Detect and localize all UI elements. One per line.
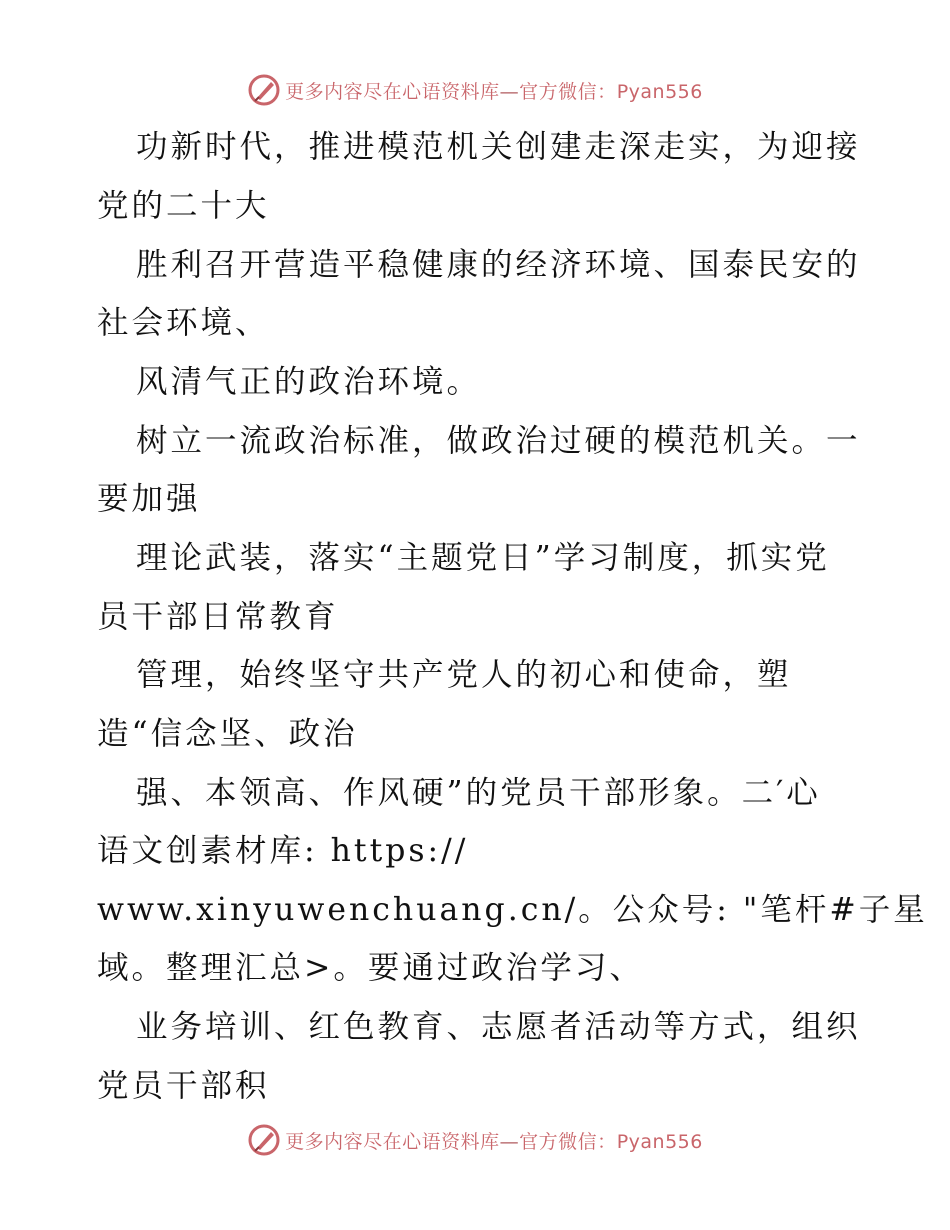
text-line: 理论武装，落实“主题党日”学习制度，抓实党 xyxy=(136,540,830,576)
text-line: 员干部日常教育 xyxy=(97,599,339,635)
text-line: 党的二十大 xyxy=(97,188,270,224)
text-line: 要加强 xyxy=(97,481,201,517)
quill-pen-logo-icon xyxy=(247,1123,281,1157)
text-line: 业务培训、红色教育、志愿者活动等方式，组织 xyxy=(136,1009,861,1045)
text-line: 语文创素材库: https:// xyxy=(97,833,469,869)
footer-watermark-banner xyxy=(0,1120,950,1160)
text-line: 域。整理汇总>。要通过政治学习、 xyxy=(97,950,644,986)
text-line: 胜利召开营造平稳健康的经济环境、国泰民安的 xyxy=(136,247,861,283)
text-line: 风清气正的政治环境。 xyxy=(136,364,482,400)
text-line: 造“信念坚、政治 xyxy=(97,716,358,752)
text-line: 树立一流政治标准，做政治过硬的模范机关。一 xyxy=(136,423,861,459)
text-line: www.xinyuwenchuang.cn/。公众号: "笔杆#子星 xyxy=(97,892,928,928)
text-line: 党员干部积 xyxy=(97,1068,270,1104)
watermark-text: 更多内容尽在心语资料库—官方微信：Pyan556 xyxy=(285,80,703,103)
text-line: 功新时代，推进模范机关创建走深走实，为迎接 xyxy=(136,129,861,165)
watermark-text: 更多内容尽在心语资料库—官方微信：Pyan556 xyxy=(285,1130,703,1153)
text-line: 社会环境、 xyxy=(97,305,270,341)
text-line: 管理，始终坚守共产党人的初心和使命，塑 xyxy=(136,657,792,693)
text-line: 强、本领高、作风硬”的党员干部形象。二′心 xyxy=(136,775,821,811)
